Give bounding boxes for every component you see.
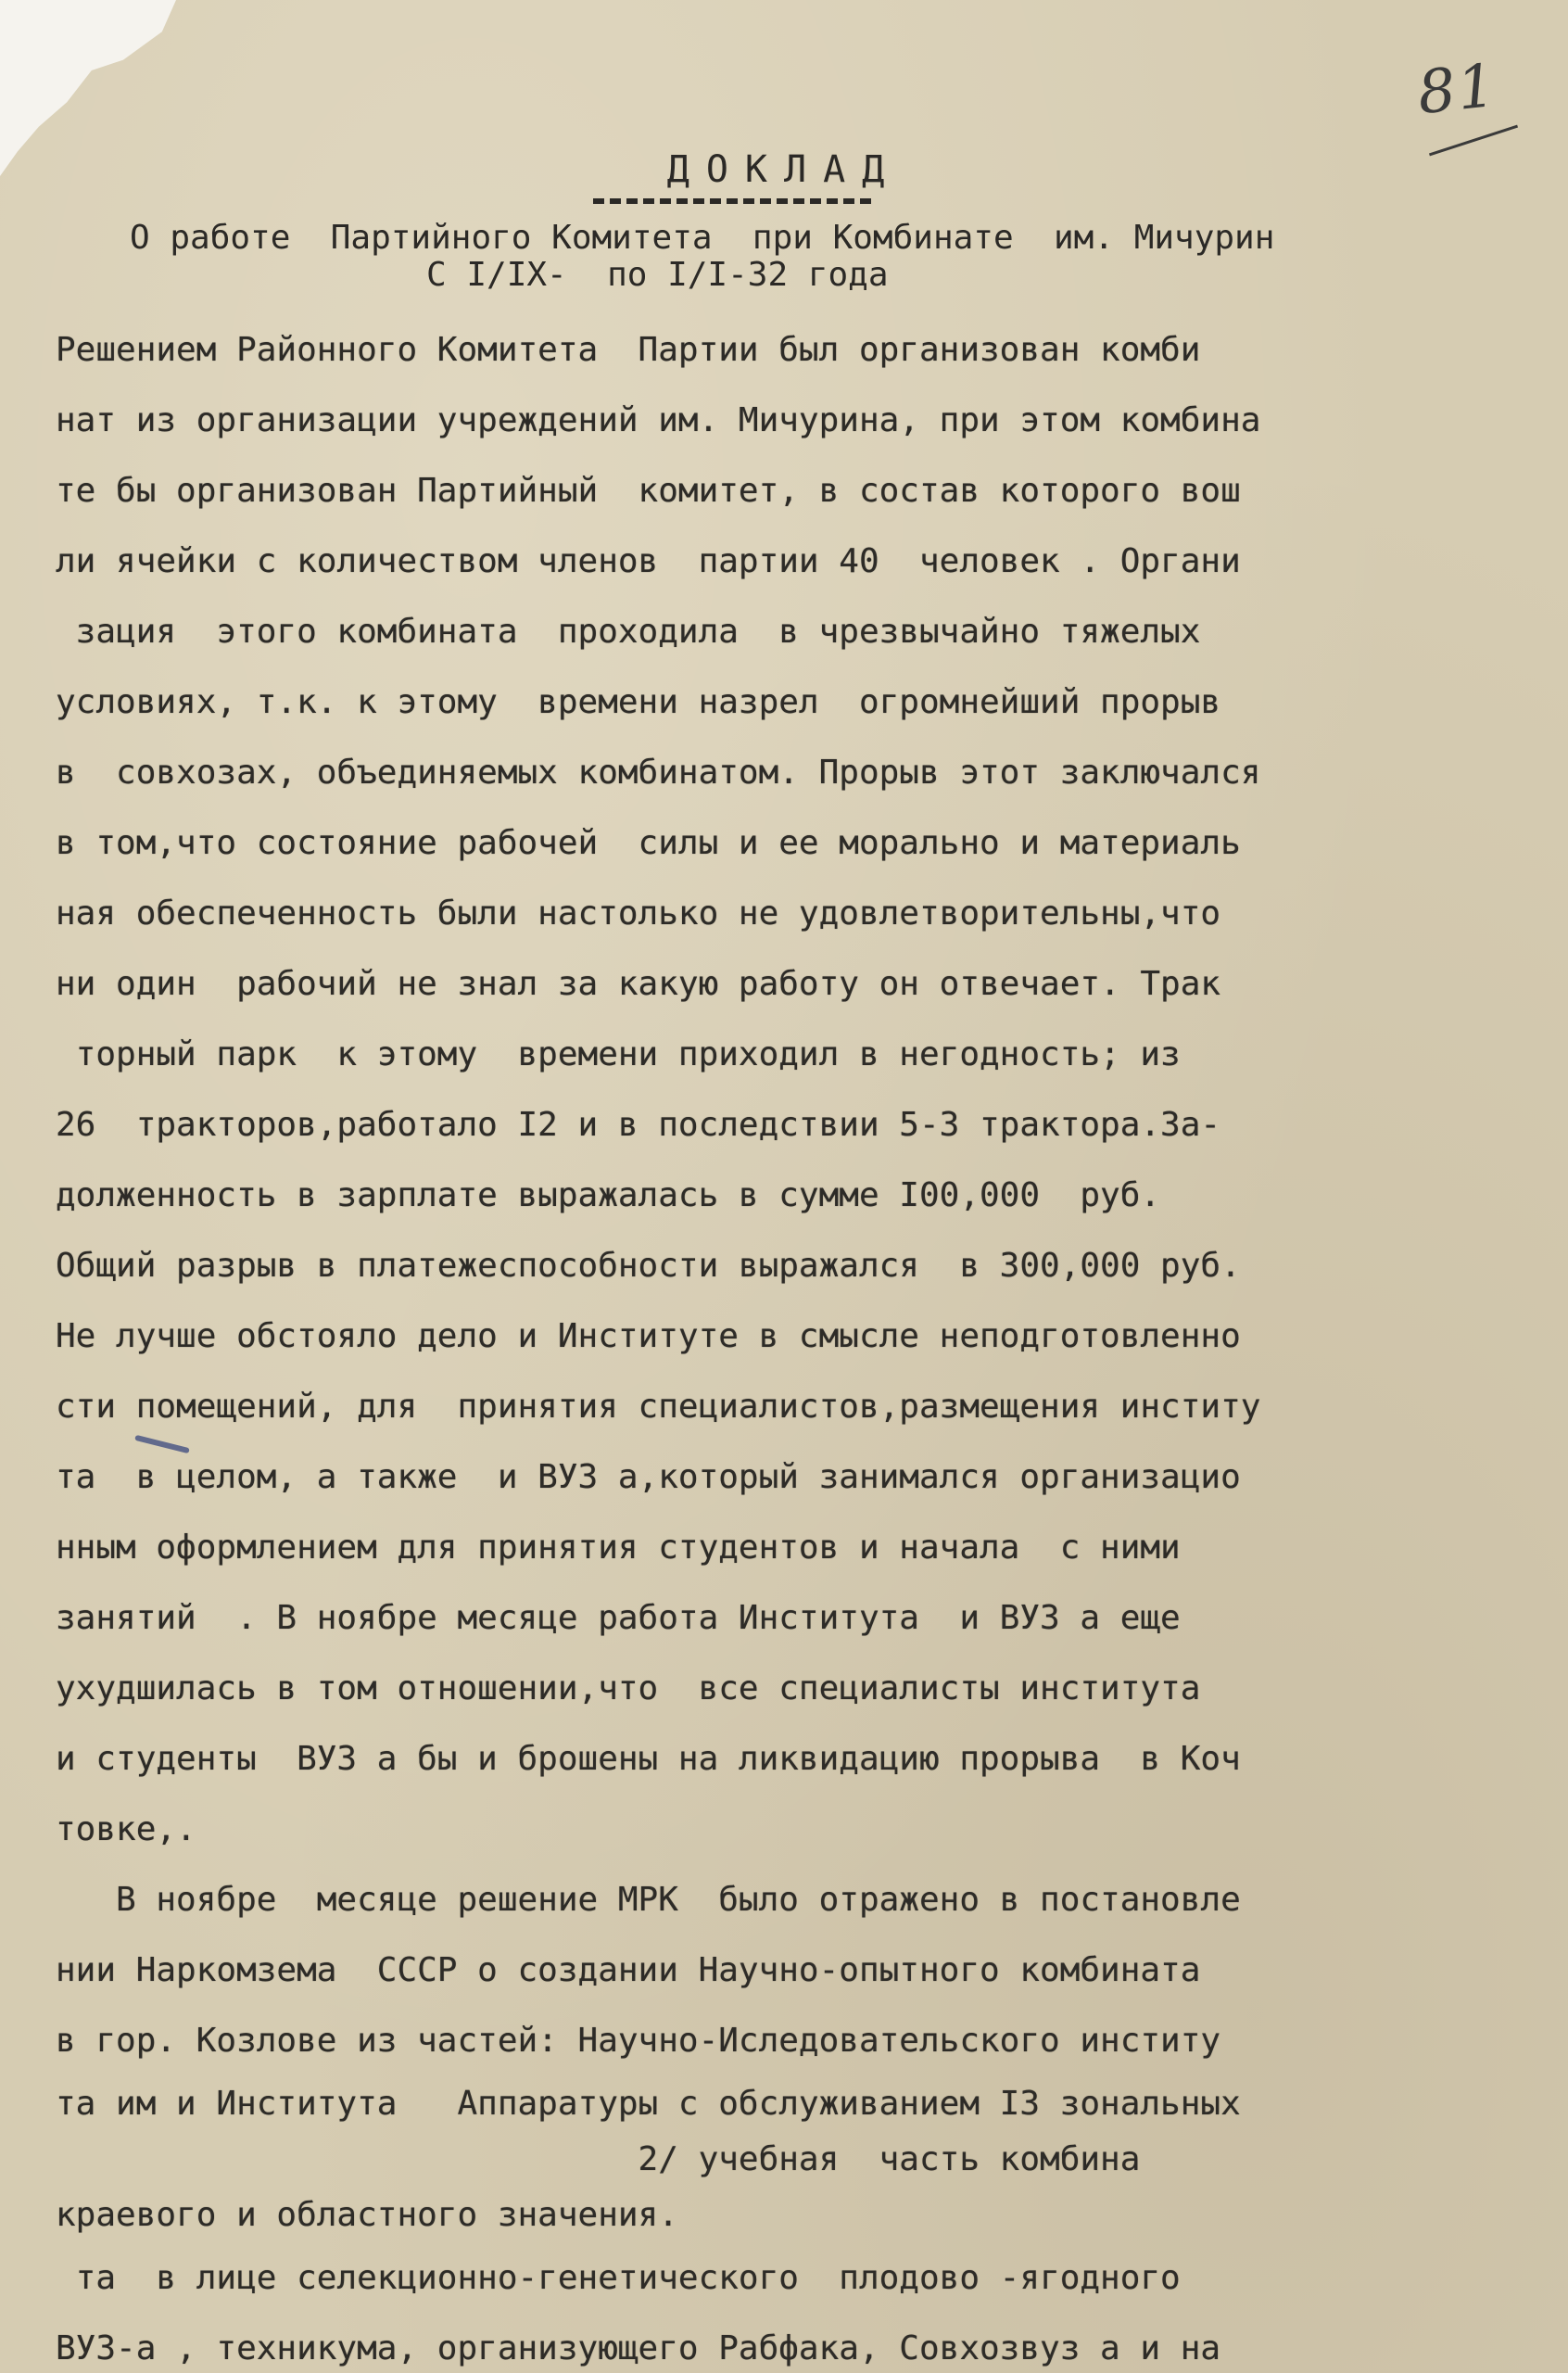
text-line: Общий разрыв в платежеспособности выражался в 300,000 руб. <box>56 1247 1241 1285</box>
text-line: 2/ учебная часть комбина <box>56 2140 1141 2178</box>
text-line: ни один рабочий не знал за какую работу он отвечает. Трак <box>56 965 1221 1003</box>
typed-body-text <box>56 315 1538 2373</box>
text-line: В ноябре месяце решение МРК было отражено в постановле <box>56 1881 1241 1919</box>
text-line: торный парк к этому времени приходил в негодность; из <box>56 1035 1181 1073</box>
text-line: 26 тракторов,работало I2 и в последствии 5-3 трактора.За- <box>56 1106 1221 1144</box>
text-line: ли ячейки с количеством членов партии 40 человек . Органи <box>56 542 1241 580</box>
text-line: долженность в зарплате выражалась в сумме I00,000 руб. <box>56 1176 1161 1214</box>
text-line: нат из организации учреждений им. Мичурина, при этом комбина <box>56 401 1261 439</box>
text-line: та в целом, а также и ВУЗ а,который занимался организацио <box>56 1458 1241 1496</box>
title-underline <box>593 198 871 204</box>
text-line: ная обеспеченность были настолько не удовлетворительны,что <box>56 895 1221 933</box>
document-subtitle-line-1: О работе Партийного Комитета при Комбинате им. Мичурин <box>130 219 1275 257</box>
text-line: та им и Института Аппаратуры с обслуживанием I3 зональных <box>56 2085 1241 2123</box>
text-line: зация этого комбината проходила в чрезвычайно тяжелых <box>56 613 1201 651</box>
text-line: товке,. <box>56 1810 196 1848</box>
text-line: сти помещений, для принятия специалистов,размещения институ <box>56 1388 1261 1426</box>
page-number: 81 <box>1414 51 1501 129</box>
text-line: в совхозах, объединяемых комбинатом. Прорыв этот заключался <box>56 754 1261 792</box>
text-line: Не лучше обстояло дело и Институте в смысле неподготовленно <box>56 1317 1241 1355</box>
text-line: в том,что состояние рабочей силы и ее морально и материаль <box>56 824 1241 862</box>
text-line: условиях, т.к. к этому времени назрел огромнейший прорыв <box>56 683 1221 721</box>
text-line: и студенты ВУЗ а бы и брошены на ликвидацию прорыва в Коч <box>56 1740 1241 1778</box>
text-line: нии Наркомзема СССР о создании Научно-опытного комбината <box>56 1951 1201 1989</box>
document-title: ДОКЛАД <box>666 148 902 191</box>
document-subtitle-line-2: С I/IX- по I/I-32 года <box>426 256 889 294</box>
text-line: ухудшилась в том отношении,что все специалисты института <box>56 1669 1201 1707</box>
text-line: те бы организован Партийный комитет, в состав которого вош <box>56 472 1241 510</box>
text-line: в гор. Козлове из частей: Научно-Иследовательского институ <box>56 2022 1221 2060</box>
text-line: та в лице селекционно-генетического плодово -ягодного <box>56 2259 1181 2297</box>
text-line: Решением Районного Комитета Партии был организован комби <box>56 331 1201 369</box>
text-line: занятий . В ноябре месяце работа Института и ВУЗ а еще <box>56 1599 1181 1637</box>
text-line: ВУЗ-а , техникума, организующего Рабфака, Совхозвуз а и на <box>56 2329 1221 2367</box>
text-line: краевого и областного значения. <box>56 2196 678 2234</box>
text-line: нным оформлением для принятия студентов и начала с ними <box>56 1529 1181 1567</box>
